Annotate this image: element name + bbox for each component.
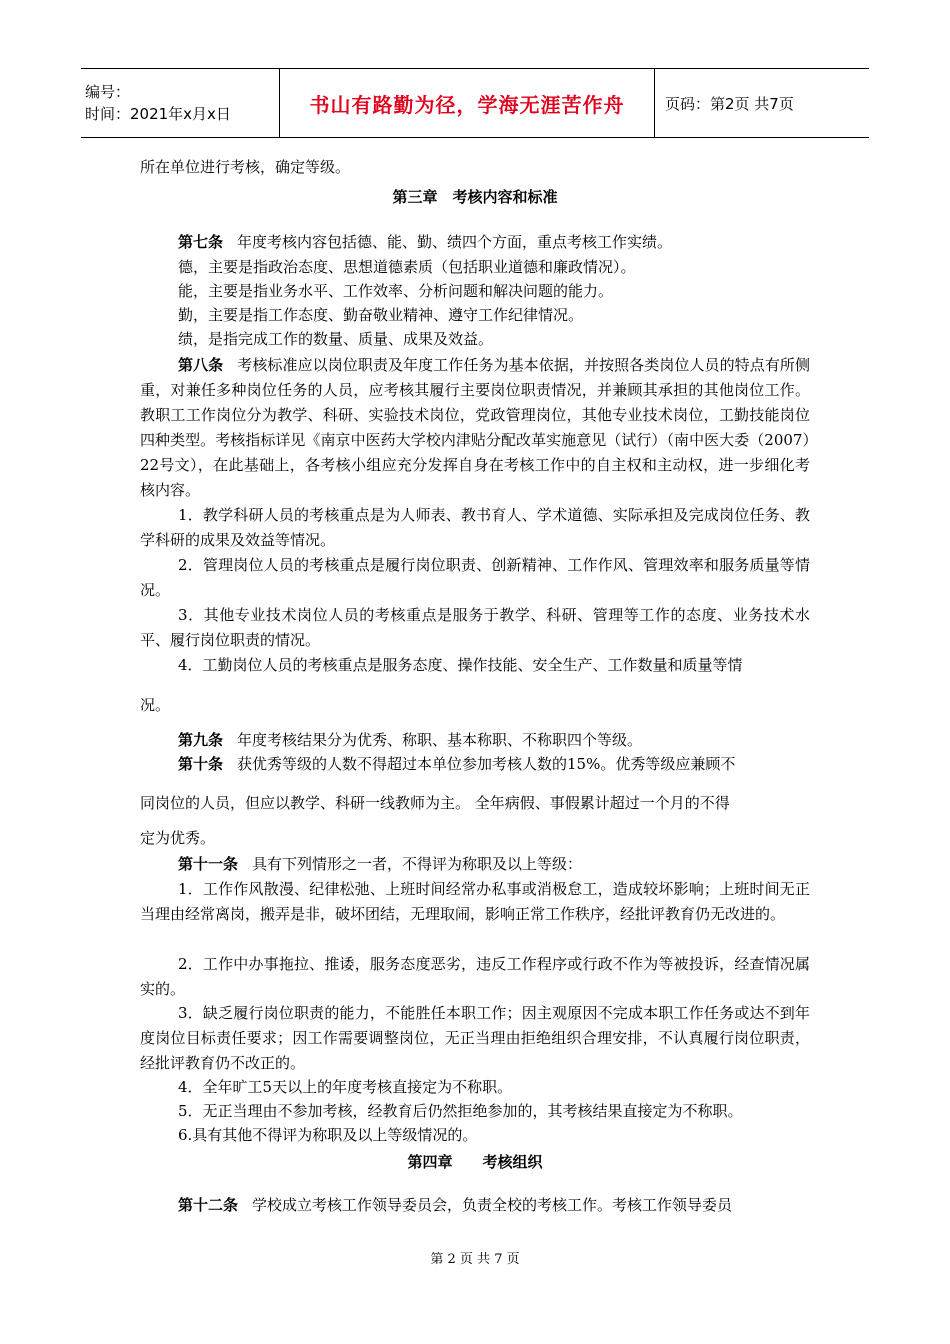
article-title: 第九条 (178, 731, 224, 749)
paragraph: 5．无正当理由不参加考核，经教育后仍然拒绝参加的，其考核结果直接定为不称职。 (178, 1102, 743, 1120)
article-12 (140, 1193, 810, 1218)
chapter-heading: 第四章 考核组织 (407, 1153, 543, 1171)
article-text: 学校成立考核工作领导委员会，负责全校的考核工作。考核工作领导委员 (252, 1196, 733, 1214)
paragraph: 6.具有其他不得评为称职及以上等级情况的。 (178, 1126, 478, 1144)
header-meta (81, 69, 280, 137)
article-7 (140, 230, 810, 255)
article-8 (140, 353, 810, 503)
paragraph: 4．工勤岗位人员的考核重点是服务态度、操作技能、安全生产、工作数量和质量等情 (178, 656, 743, 674)
article-text: 年度考核结果分为优秀、称职、基本称职、不称职四个等级。 (237, 731, 643, 749)
doc-number-label: 编号： (85, 83, 131, 101)
paragraph: 3．其他专业技术岗位人员的考核重点是服务于教学、科研、管理等工作的态度、业务技术水平、履行岗位职责的情况。 (140, 606, 810, 649)
paragraph: 德，主要是指政治态度、思想道德素质（包括职业道德和廉政情况）。 (178, 258, 636, 276)
header-page-info: 页码：第2页 共7页 (665, 94, 794, 113)
paragraph: 3．缺乏履行岗位职责的能力，不能胜任本职工作；因主观原因不完成本职工作任务或达不到年度岗位目标责任要求；因工作需要调整岗位，无正当理由拒绝组织合理安排，不认真履行岗位职责，经批评教育仍不改正的。 (140, 1004, 810, 1072)
article-title: 第十条 (178, 755, 224, 773)
article-10 (140, 752, 810, 777)
page-header (81, 68, 869, 138)
page-footer: 第 2 页 共 7 页 (430, 1252, 520, 1267)
paragraph: 1．工作作风散漫、纪律松弛、上班时间经常办私事或消极怠工，造成较坏影响；上班时间无正当理由经常离岗，搬弄是非，破坏团结，无理取闹，影响正常工作秩序，经批评教育仍无改进的。 (140, 880, 810, 923)
paragraph: 4．全年旷工5天以上的年度考核直接定为不称职。 (178, 1078, 513, 1096)
paragraph: 1．教学科研人员的考核重点是为人师表、教书育人、学术道德、实际承担及完成岗位任务、教学科研的成果及效益等情况。 (140, 506, 810, 549)
article-text: 获优秀等级的人数不得超过本单位参加考核人数的15%。优秀等级应兼顾不 (237, 755, 736, 773)
paragraph: 能，主要是指业务水平、工作效率、分析问题和解决问题的能力。 (178, 282, 614, 300)
paragraph: 所在单位进行考核，确定等级。 (140, 158, 351, 176)
article-title: 第七条 (178, 233, 224, 251)
paragraph: 绩，是指完成工作的数量、质量、成果及效益。 (178, 330, 494, 348)
chapter-heading: 第三章 考核内容和标准 (392, 188, 558, 206)
article-title: 第十二条 (178, 1196, 239, 1214)
article-9 (140, 728, 810, 753)
article-text: 具有下列情形之一者，不得评为称职及以上等级： (252, 855, 583, 873)
paragraph: 2．管理岗位人员的考核重点是履行岗位职责、创新精神、工作作风、管理效率和服务质量等情况。 (140, 556, 810, 599)
paragraph: 同岗位的人员，但应以教学、科研一线教师为主。 全年病假、事假累计超过一个月的不得 (140, 794, 730, 812)
article-11 (140, 852, 810, 877)
article-text: 考核标准应以岗位职责及年度工作任务为基本依据，并按照各类岗位人员的特点有所侧重，对兼任多种岗位任务的人员，应考核其履行主要岗位职责情况，并兼顾其承担的其他岗位工作。教职工工作岗位分为教学、科研、实验技术岗位，党政管理岗位，其他专业技术岗位，工勤技能岗位四种类型。考核指标详见《南京中医药大学校内津贴分配改革实施意见（试行）（南中医大委（2007）22号文），在此基础上，各考核小组应充分发挥自身在考核工作中的自主权和主动权，进一步细化考核内容。 (140, 356, 810, 499)
doc-date: 时间：2021年x月x日 (85, 105, 231, 123)
paragraph: 定为优秀。 (140, 829, 216, 847)
header-motto: 书山有路勤为径，学海无涯苦作舟 (280, 69, 655, 137)
article-title: 第十一条 (178, 855, 239, 873)
paragraph: 2．工作中办事拖拉、推诿，服务态度恶劣，违反工作程序或行政不作为等被投诉，经查情况属实的。 (140, 955, 810, 998)
article-title: 第八条 (178, 356, 224, 374)
article-text: 年度考核内容包括德、能、勤、绩四个方面，重点考核工作实绩。 (237, 233, 673, 251)
paragraph: 勤，主要是指工作态度、勤奋敬业精神、遵守工作纪律情况。 (178, 306, 584, 324)
paragraph: 况。 (140, 696, 171, 714)
